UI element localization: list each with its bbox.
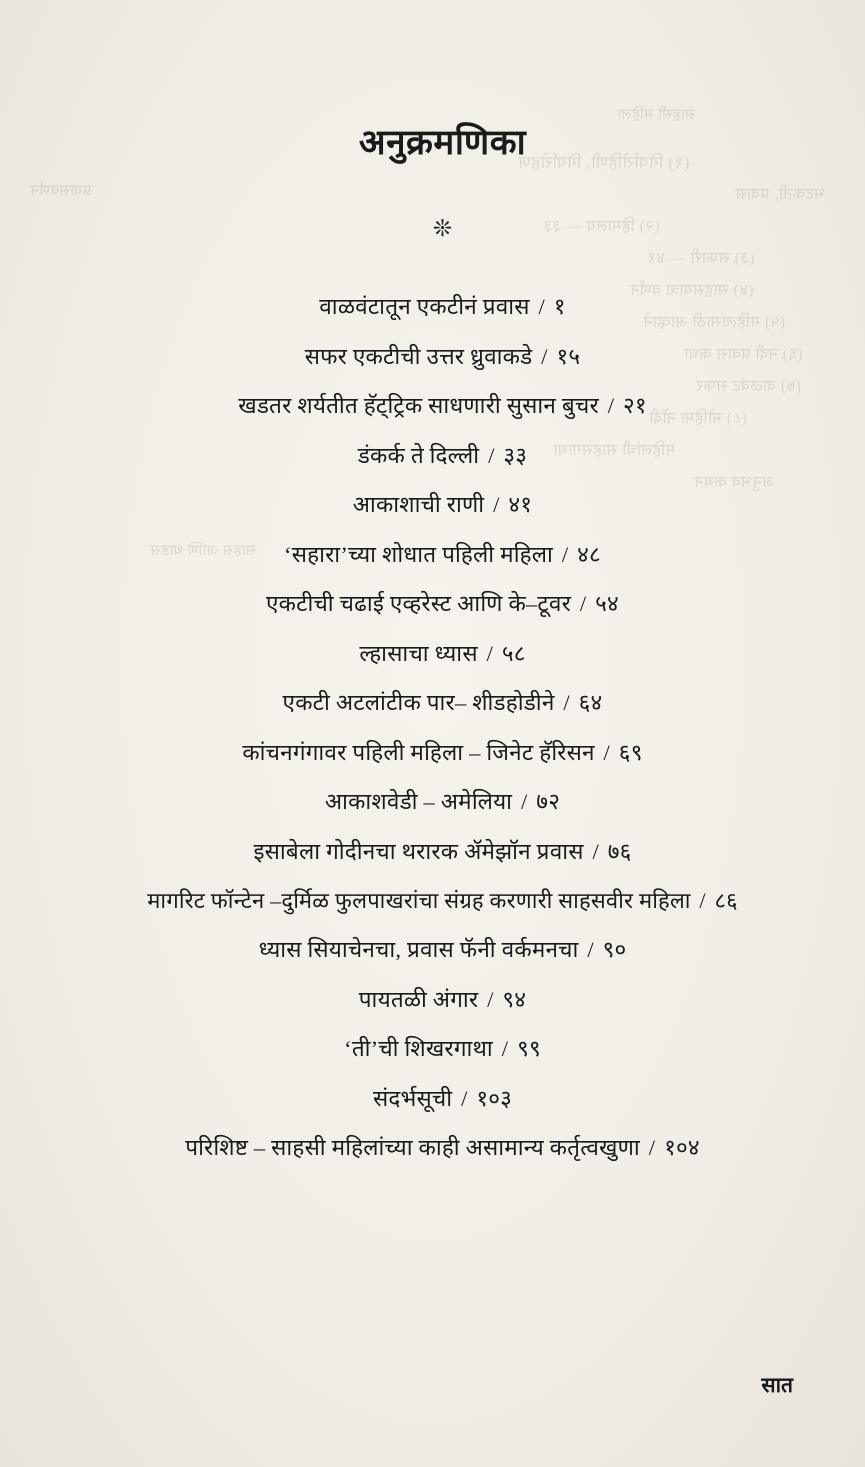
- toc-separator: /: [561, 541, 569, 567]
- toc-entry[interactable]: [20, 838, 865, 864]
- toc-entry-page: ७६: [607, 838, 632, 864]
- ornament-icon: ❊: [432, 216, 453, 241]
- showthrough-text: अनुभव कथन: [694, 474, 775, 491]
- showthrough-text: (७) वाळवंट सफर: [696, 378, 801, 395]
- toc-entry[interactable]: [20, 791, 865, 814]
- showthrough-text: (८) मोहिमा नोंदी: [649, 410, 747, 427]
- showthrough-text: (३) सफारी — ४१: [647, 250, 755, 267]
- toc-entry-page: १०४: [664, 1135, 700, 1160]
- toc-entry-page: ९४: [502, 986, 527, 1012]
- toc-entry[interactable]: [20, 890, 865, 912]
- toc-entry[interactable]: [20, 640, 865, 666]
- toc-entry-page: ८६: [714, 888, 738, 913]
- toc-entry[interactable]: [20, 1038, 865, 1061]
- toc-entry-page: ९९: [517, 1036, 541, 1061]
- toc-entry[interactable]: [20, 442, 865, 468]
- toc-entry[interactable]: [20, 986, 865, 1012]
- toc-entry[interactable]: [20, 494, 865, 517]
- toc-entry-title: डंकर्क ते दिल्ली: [357, 442, 480, 468]
- toc-entry[interactable]: [20, 939, 865, 962]
- toc-separator: /: [607, 393, 615, 418]
- showthrough-text: (२) हिमालय — ३३: [543, 218, 660, 235]
- page-number: सात: [761, 1373, 793, 1397]
- toc-entry[interactable]: [20, 296, 865, 319]
- toc-entry-page: ६४: [578, 690, 603, 715]
- toc-entry[interactable]: [20, 1137, 865, 1160]
- toc-entry-page: ३३: [503, 442, 528, 468]
- toc-entry-page: ७२: [536, 789, 561, 814]
- toc-entry-title: ‘ती’ची शिखरगाथा: [344, 1036, 493, 1061]
- toc-separator: /: [592, 838, 599, 864]
- toc-entry-title: संदर्भसूची: [372, 1085, 453, 1111]
- toc-entry[interactable]: [20, 541, 865, 567]
- toc-entry-page: ४८: [577, 541, 601, 567]
- toc-entry-title: मागरिट फॉन्टेन –दुर्मिळ फुलपाखरांचा संग्रह करणारी साहसवीर महिला: [147, 888, 691, 913]
- toc-entry-title: एकटी अटलांटीक पार– शीडहोडीने: [282, 690, 555, 715]
- toc-entry-title: पायतळी अंगार: [358, 986, 479, 1012]
- toc-entry-page: ५४: [595, 591, 619, 616]
- toc-entry-page: ६९: [618, 739, 643, 765]
- toc-separator: /: [648, 1135, 656, 1160]
- toc-entry-page: १५: [556, 343, 581, 369]
- showthrough-text: साहस आणि धाडस: [150, 543, 256, 559]
- toc-separator: /: [563, 690, 570, 715]
- toc-separator: /: [501, 1036, 509, 1061]
- toc-entry[interactable]: [20, 692, 865, 715]
- toc-entry-title: वाळवंटातून एकटीनं प्रवास: [319, 294, 530, 319]
- toc-separator: /: [487, 986, 494, 1012]
- table-of-contents: [0, 296, 865, 1187]
- toc-entry-title: खडतर शर्यतीत हॅट्ट्रिक साधणारी सुसान बुचर: [238, 393, 599, 418]
- showthrough-text: (१) गिर्यारोहिणी, गिर्यारोहण: [518, 153, 690, 172]
- toc-entry-page: १: [553, 294, 566, 319]
- toc-separator: /: [579, 591, 587, 616]
- toc-entry-title: एकटीची चढाई एव्हरेस्ट आणि के–टूवर: [266, 591, 572, 616]
- showthrough-text: साहसी महिला: [616, 107, 695, 123]
- toc-separator: /: [587, 937, 594, 962]
- toc-entry-page: ४१: [508, 492, 533, 517]
- toc-separator: /: [541, 343, 548, 369]
- toc-entry-title: ‘सहारा’च्या शोधात पहिली महिला: [284, 541, 554, 567]
- toc-entry[interactable]: [20, 395, 865, 418]
- toc-separator: /: [699, 888, 706, 913]
- toc-entry-title: इसाबेला गोदीनचा थरारक ॲमेझॉन प्रवास: [253, 838, 584, 864]
- showthrough-text: भटकंती, प्रवास: [734, 186, 825, 203]
- toc-entry-title: सफर एकटीची उत्तर ध्रुवाकडे: [304, 343, 533, 369]
- toc-separator: /: [603, 739, 610, 765]
- showthrough-text: प्रवासवर्णन: [30, 183, 92, 199]
- toc-entry-title: कांचनगंगावर पहिली महिला – जिनेट हॅरिसन: [242, 739, 595, 765]
- toc-separator: /: [488, 442, 495, 468]
- toc-separator: /: [461, 1085, 468, 1111]
- toc-entry[interactable]: [20, 343, 865, 369]
- toc-entry[interactable]: [20, 1085, 865, 1111]
- toc-entry-title: आकाशाची राणी: [352, 492, 485, 517]
- page-title: अनुक्रमणिका: [358, 123, 527, 162]
- toc-entry-title: परिशिष्ट – साहसी महिलांच्या काही असामान्य कर्तृत्वखुणा: [185, 1135, 640, 1160]
- showthrough-text: (५) महिलांसाठी आव्हाने: [642, 314, 785, 331]
- showthrough-text: (४) साहसयात्रा वर्णन: [629, 282, 753, 299]
- toc-entry-title: आकाशवेडी – अमेलिया: [324, 789, 513, 814]
- toc-entry-page: १०३: [476, 1085, 513, 1111]
- showthrough-text: (६) नदी प्रवास कथा: [684, 346, 803, 363]
- toc-entry-title: ल्हासाचा ध्यास: [359, 640, 478, 666]
- toc-entry-page: ५८: [501, 640, 526, 666]
- toc-separator: /: [486, 640, 494, 666]
- toc-separator: /: [538, 294, 545, 319]
- toc-entry-title: ध्यास सियाचेनचा, प्रवास फॅनी वर्कमनचा: [258, 937, 579, 962]
- toc-entry-page: ९०: [602, 937, 627, 962]
- toc-entry[interactable]: [20, 739, 865, 765]
- showthrough-text: महिलांची साहसगाथा: [552, 442, 675, 459]
- toc-separator: /: [521, 789, 528, 814]
- toc-entry-page: २१: [622, 393, 647, 418]
- toc-separator: /: [493, 492, 500, 517]
- toc-entry[interactable]: [20, 593, 865, 616]
